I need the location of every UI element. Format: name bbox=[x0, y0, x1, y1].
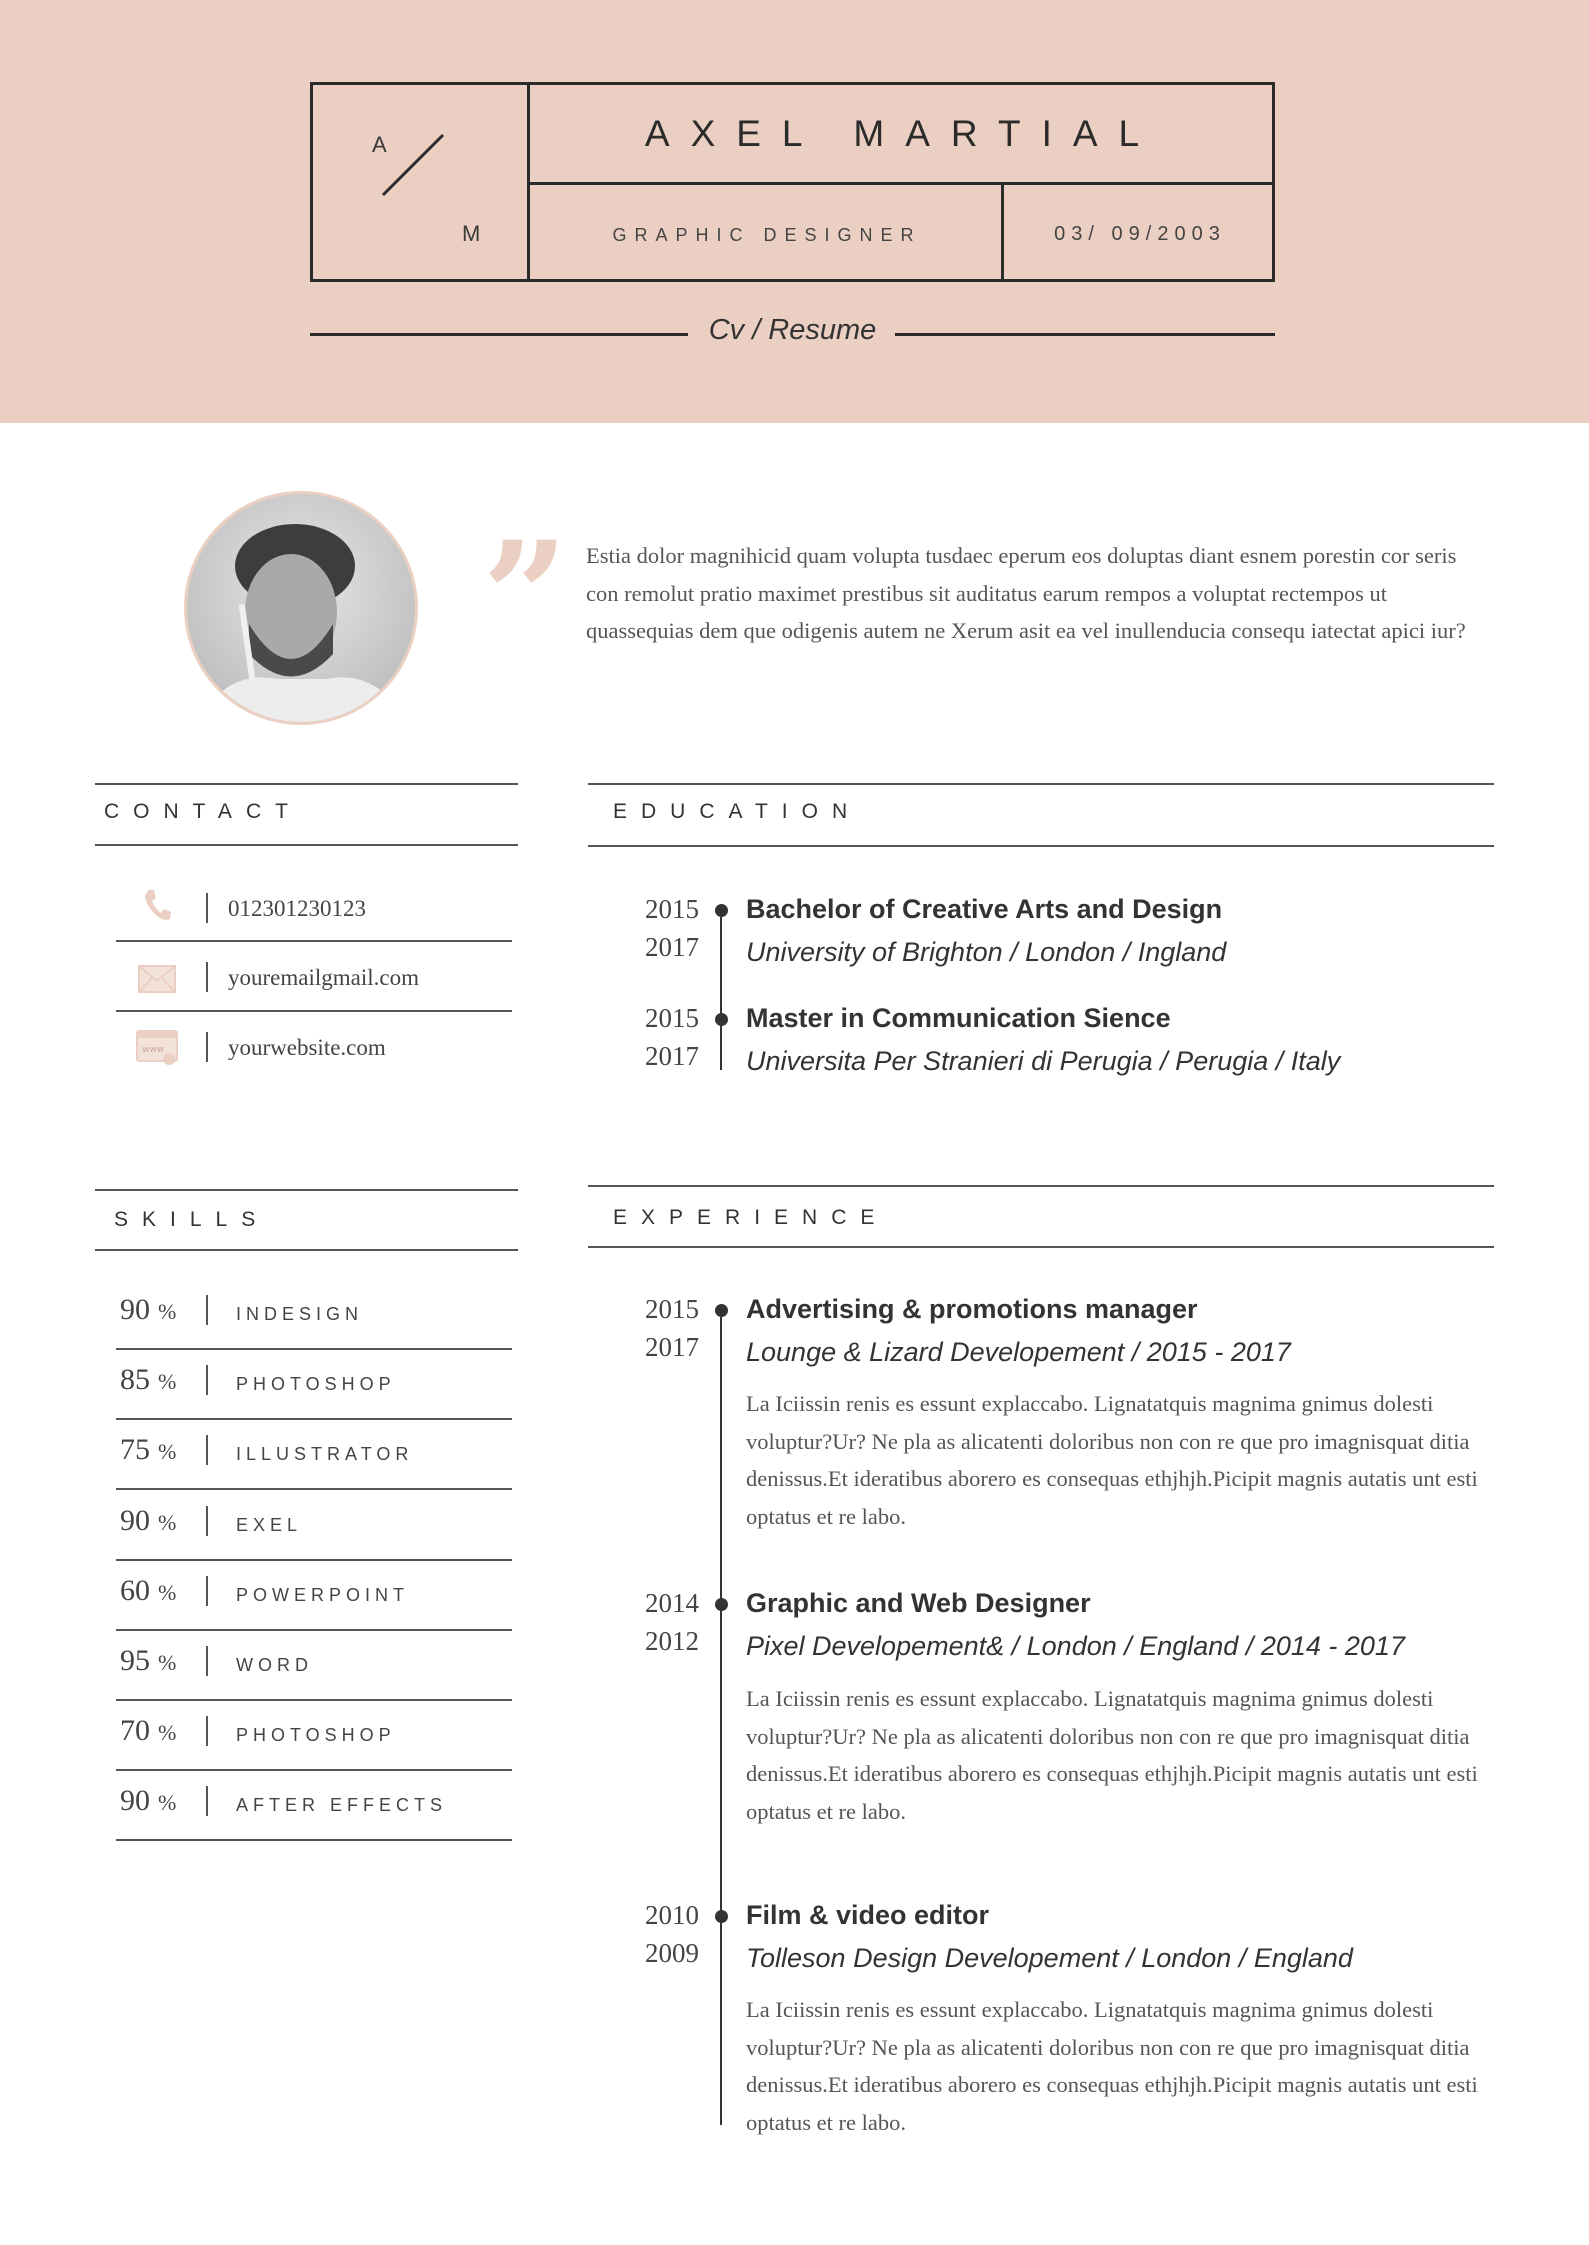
date-of-birth: 03/ 09/2003 bbox=[1054, 223, 1226, 245]
skill-percent-unit: % bbox=[158, 1790, 177, 1816]
exp-start-year: 2010 bbox=[645, 1900, 699, 1930]
skill-separator bbox=[206, 1365, 208, 1395]
skill-divider bbox=[116, 1769, 512, 1771]
skill-percent-unit: % bbox=[158, 1509, 177, 1535]
experience-rule-top bbox=[588, 1185, 1494, 1187]
monogram-letter-m: M bbox=[462, 221, 481, 246]
job-title: GRAPHIC DESIGNER bbox=[612, 225, 922, 245]
skill-divider bbox=[116, 1839, 512, 1841]
skills-rule-bottom bbox=[95, 1249, 518, 1251]
website[interactable]: yourwebsite.com bbox=[228, 1035, 386, 1060]
skill-percent-unit: % bbox=[158, 1720, 177, 1746]
skill-percent-value: 85 bbox=[120, 1363, 150, 1397]
exp-company: Lounge & Lizard Developement / 2015 - 2017 bbox=[746, 1337, 1291, 1367]
svg-text:www: www bbox=[142, 1045, 165, 1055]
edu-degree: Bachelor of Creative Arts and Design bbox=[746, 894, 1223, 924]
exp-end-year: 2017 bbox=[645, 1332, 699, 1362]
exp-description: La Iciissin renis es essunt explaccabo. Lignatatquis magnima gnimus dolesti voluptur?Ur? Ne pla as alicatenti doloribus non con re que pro imagnisquat ditia denissus.Et ideratibus aborero es consequas ethjhjh.Picipit magnis autatis unt esti optatus et re labo. bbox=[746, 1686, 1478, 1824]
skill-divider bbox=[116, 1418, 512, 1420]
skill-name: INDESIGN bbox=[236, 1304, 364, 1324]
exp-description: La Iciissin renis es essunt explaccabo. Lignatatquis magnima gnimus dolesti voluptur?Ur? Ne pla as alicatenti doloribus non con re que pro imagnisquat ditia denissus.Et ideratibus aborero es consequas ethjhjh.Picipit magnis autatis unt esti optatus et re labo. bbox=[746, 1391, 1478, 1529]
contact-heading: CONTACT bbox=[104, 800, 302, 823]
skill-divider bbox=[116, 1348, 512, 1350]
skill-percent-unit: % bbox=[158, 1439, 177, 1465]
exp-role: Graphic and Web Designer bbox=[746, 1588, 1091, 1618]
edu-school: University of Brighton / London / Ingland bbox=[746, 937, 1227, 967]
exp-start-year: 2014 bbox=[645, 1588, 699, 1618]
skill-divider bbox=[116, 1559, 512, 1561]
skill-percent bbox=[120, 1784, 176, 1818]
experience-rule-bottom bbox=[588, 1246, 1494, 1248]
contact-divider bbox=[116, 940, 512, 942]
person-name: AXEL MARTIAL bbox=[644, 113, 1161, 154]
skill-percent-unit: % bbox=[158, 1650, 177, 1675]
skill-percent-unit: % bbox=[158, 1579, 177, 1605]
exp-end-year: 2012 bbox=[645, 1626, 699, 1656]
exp-company: Tolleson Design Developement / London / England bbox=[746, 1943, 1353, 1973]
education-heading: EDUCATION bbox=[613, 800, 862, 823]
skill-separator bbox=[206, 1646, 208, 1676]
skill-name: ILLUSTRATOR bbox=[236, 1444, 414, 1465]
skill-percent-value: 60 bbox=[120, 1573, 150, 1607]
edu-end-year: 2017 bbox=[645, 1041, 699, 1071]
skill-percent bbox=[120, 1574, 176, 1608]
exp-company: Pixel Developement& / London / England / 2014 - 2017 bbox=[746, 1631, 1405, 1661]
timeline-dot bbox=[715, 1598, 728, 1611]
contact-rule-bottom bbox=[95, 844, 518, 846]
skill-divider bbox=[116, 1629, 512, 1631]
skill-separator bbox=[206, 1435, 208, 1465]
mail-icon bbox=[138, 965, 176, 998]
monogram-letter-a: A bbox=[372, 132, 387, 157]
experience-heading: EXPERIENCE bbox=[613, 1206, 889, 1229]
education-timeline bbox=[720, 910, 722, 1070]
skill-percent bbox=[120, 1504, 176, 1538]
skill-divider bbox=[116, 1488, 512, 1490]
contact-rule-top bbox=[95, 783, 518, 785]
skill-percent bbox=[120, 1363, 176, 1397]
skill-name: PHOTOSHOP bbox=[236, 1725, 396, 1746]
education-rule-top bbox=[588, 783, 1494, 785]
skill-percent-value: 75 bbox=[120, 1433, 150, 1467]
skill-percent-value: 70 bbox=[120, 1714, 150, 1748]
email-address[interactable]: youremailgmail.com bbox=[228, 965, 419, 990]
education-rule-bottom bbox=[588, 845, 1494, 847]
quote-icon: ” bbox=[482, 509, 569, 685]
skill-percent bbox=[120, 1293, 176, 1327]
timeline-dot bbox=[715, 904, 728, 917]
edu-start-year: 2015 bbox=[645, 894, 699, 924]
exp-description: La Iciissin renis es essunt explaccabo. Lignatatquis magnima gnimus dolesti voluptur?Ur? Ne pla as alicatenti doloribus non con re que pro imagnisquat ditia denissus.Et ideratibus aborero es consequas ethjhjh.Picipit magnis autatis unt esti optatus et re labo. bbox=[746, 1997, 1478, 2135]
cv-label: Cv / Resume bbox=[708, 314, 877, 346]
cv-rule-left bbox=[310, 333, 688, 336]
exp-role: Film & video editor bbox=[746, 1900, 990, 1930]
timeline-dot bbox=[715, 1013, 728, 1026]
skill-percent bbox=[120, 1433, 176, 1467]
cv-rule-right bbox=[895, 333, 1275, 336]
monogram-slash bbox=[381, 133, 445, 197]
skill-separator bbox=[206, 1295, 208, 1325]
skill-percent-value: 90 bbox=[120, 1784, 150, 1818]
timeline-dot bbox=[715, 1910, 728, 1923]
exp-end-year: 2009 bbox=[645, 1938, 699, 1968]
edu-school: Universita Per Stranieri di Perugia / Perugia / Italy bbox=[746, 1046, 1341, 1076]
experience-timeline bbox=[720, 1310, 722, 2125]
skill-percent bbox=[120, 1644, 176, 1678]
skill-percent-unit: % bbox=[158, 1369, 177, 1395]
edu-end-year: 2017 bbox=[645, 932, 699, 962]
profile-photo bbox=[184, 491, 418, 725]
skill-separator bbox=[206, 1506, 208, 1536]
skill-separator bbox=[206, 1786, 208, 1816]
contact-separator bbox=[206, 1032, 208, 1062]
skill-separator bbox=[206, 1716, 208, 1746]
skills-heading: SKILLS bbox=[114, 1208, 270, 1231]
skill-percent-value: 90 bbox=[120, 1503, 150, 1537]
exp-start-year: 2015 bbox=[645, 1294, 699, 1324]
timeline-dot bbox=[715, 1304, 728, 1317]
phone-icon bbox=[142, 888, 172, 927]
intro-paragraph: Estia dolor magnihicid quam volupta tusdaec eperum eos doluptas diant esnem porestin cor seris con remolut pratio maximet prestibus sit auditatus earum rempos a voluptat rectempos ut quassequias dem que odigenis autem ne Xerum asit ea vel inullenducia consequ iatectat apici iur? bbox=[586, 543, 1466, 643]
edu-degree: Master in Communication Sience bbox=[746, 1003, 1171, 1033]
contact-separator bbox=[206, 962, 208, 992]
edu-start-year: 2015 bbox=[645, 1003, 699, 1033]
skill-percent-unit: % bbox=[158, 1299, 177, 1324]
contact-separator bbox=[206, 893, 208, 923]
skill-name: PHOTOSHOP bbox=[236, 1374, 396, 1395]
skill-divider bbox=[116, 1699, 512, 1701]
contact-divider bbox=[116, 1010, 512, 1012]
phone-number[interactable]: 012301230123 bbox=[228, 896, 366, 921]
skill-name: WORD bbox=[236, 1655, 313, 1675]
skill-name: POWERPOINT bbox=[236, 1584, 410, 1605]
skill-name: AFTER EFFECTS bbox=[236, 1795, 448, 1816]
skill-separator bbox=[206, 1576, 208, 1606]
skill-percent bbox=[120, 1714, 176, 1748]
name-box bbox=[310, 82, 1275, 282]
web-icon bbox=[136, 1030, 178, 1071]
skill-percent-value: 95 bbox=[120, 1644, 150, 1677]
skill-name: EXEL bbox=[236, 1514, 303, 1535]
exp-role: Advertising & promotions manager bbox=[746, 1294, 1198, 1324]
skill-percent-value: 90 bbox=[120, 1293, 150, 1326]
header-band bbox=[0, 0, 1589, 423]
skills-rule-top bbox=[95, 1189, 518, 1191]
